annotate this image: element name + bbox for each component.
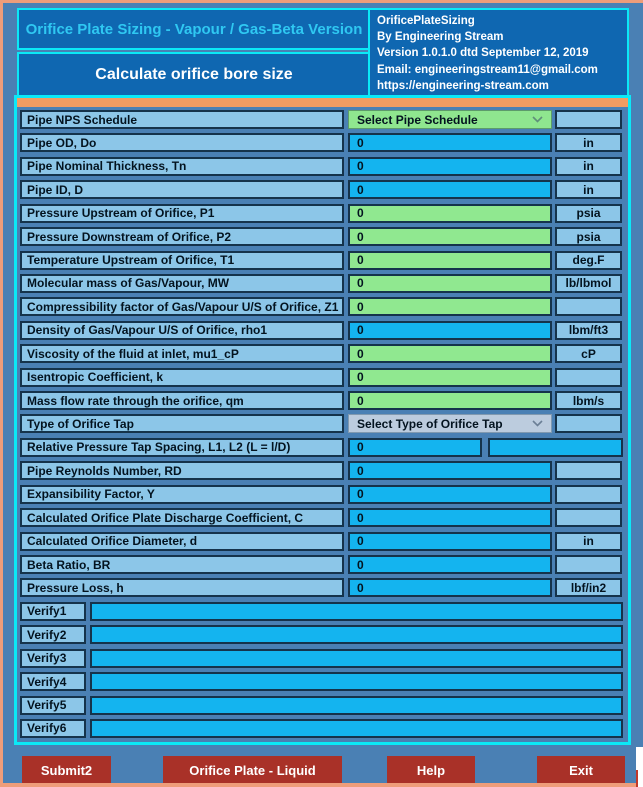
field-row-beta-ratio [17, 555, 628, 574]
unit-cell: in [555, 133, 622, 152]
unit-cell [555, 555, 622, 574]
field-row-expansibility-factor [17, 485, 628, 504]
unit-cell: in [555, 157, 622, 176]
unit-cell [555, 297, 622, 316]
field-row-viscosity [17, 344, 628, 363]
l2-input[interactable] [488, 438, 623, 457]
l1-input[interactable]: 0 [348, 438, 482, 457]
field-row-isentropic-coefficient [17, 368, 628, 387]
field-label: Isentropic Coefficient, k [20, 368, 344, 387]
unit-cell [555, 368, 622, 387]
page-title: Calculate orifice bore size [95, 65, 293, 83]
pipe-od-input[interactable]: 0 [348, 133, 552, 152]
field-row-reynolds-number [17, 461, 628, 480]
field-row-pipe-nominal-thickness [17, 157, 628, 176]
form-container [14, 95, 631, 745]
field-row-pressure-downstream [17, 227, 628, 246]
verify-row-2 [17, 625, 628, 644]
unit-cell: psia [555, 204, 622, 223]
field-row-compressibility-factor [17, 297, 628, 316]
verify5-output[interactable] [90, 696, 623, 715]
p2-input[interactable]: 0 [348, 227, 552, 246]
unit-cell: cP [555, 344, 622, 363]
verify4-output[interactable] [90, 672, 623, 691]
page-title-box [17, 52, 371, 97]
app-title: Orifice Plate Sizing - Vapour / Gas-Beta Version [25, 20, 363, 38]
field-label: Type of Orifice Tap [20, 414, 344, 433]
verify-label: Verify4 [20, 672, 86, 691]
field-label: Beta Ratio, BR [20, 555, 344, 574]
pipe-thickness-input[interactable]: 0 [348, 157, 552, 176]
field-label: Calculated Orifice Plate Discharge Coefficient, C [20, 508, 344, 527]
verify2-output[interactable] [90, 625, 623, 644]
about-version: Version 1.0.1.0 dtd September 12, 2019 [377, 47, 589, 60]
field-row-density [17, 321, 628, 340]
field-row-tap-spacing [17, 438, 628, 457]
h-output[interactable]: 0 [348, 578, 552, 597]
mw-input[interactable]: 0 [348, 274, 552, 293]
unit-cell: in [555, 180, 622, 199]
verify3-output[interactable] [90, 649, 623, 668]
qm-input[interactable]: 0 [348, 391, 552, 410]
verify-row-3 [17, 649, 628, 668]
field-label: Pipe NPS Schedule [20, 110, 344, 129]
field-row-pipe-nps-schedule [17, 110, 628, 129]
window-border-bottom [0, 783, 643, 787]
field-row-orifice-tap-type [17, 414, 628, 433]
unit-cell [555, 485, 622, 504]
verify-row-5 [17, 696, 628, 715]
help-button[interactable]: Help [387, 756, 475, 784]
window-border-left [0, 0, 3, 787]
field-label: Relative Pressure Tap Spacing, L1, L2 (L = l/D) [20, 438, 344, 457]
chevron-down-icon [532, 116, 543, 123]
verify-row-1 [17, 602, 628, 621]
field-row-orifice-diameter [17, 532, 628, 551]
br-output[interactable]: 0 [348, 555, 552, 574]
field-label: Calculated Orifice Diameter, d [20, 532, 344, 551]
field-label: Pressure Upstream of Orifice, P1 [20, 204, 344, 223]
field-row-pipe-od [17, 133, 628, 152]
about-app-name: OrificePlateSizing [377, 15, 475, 27]
exit-button[interactable]: Exit [537, 756, 625, 784]
verify-row-4 [17, 672, 628, 691]
field-label: Pressure Downstream of Orifice, P2 [20, 227, 344, 246]
unit-cell [555, 508, 622, 527]
field-label: Density of Gas/Vapour U/S of Orifice, rho1 [20, 321, 344, 340]
rd-output[interactable]: 0 [348, 461, 552, 480]
verify-label: Verify2 [20, 625, 86, 644]
unit-cell: lb/lbmol [555, 274, 622, 293]
k-input[interactable]: 0 [348, 368, 552, 387]
t1-input[interactable]: 0 [348, 251, 552, 270]
chevron-down-icon [532, 420, 543, 427]
orifice-plate-liquid-button[interactable]: Orifice Plate - Liquid [163, 756, 342, 784]
unit-cell [555, 414, 622, 433]
field-label: Pipe OD, Do [20, 133, 344, 152]
field-label: Pipe Nominal Thickness, Tn [20, 157, 344, 176]
unit-cell: psia [555, 227, 622, 246]
unit-cell: lbm/ft3 [555, 321, 622, 340]
unit-cell [555, 110, 622, 129]
verify-label: Verify1 [20, 602, 86, 621]
orange-header-bar [17, 98, 628, 107]
field-label: Mass flow rate through the orifice, qm [20, 391, 344, 410]
dropdown-selected-value: Select Type of Orifice Tap [357, 416, 503, 431]
field-row-mass-flow-rate [17, 391, 628, 410]
about-website: https://engineering-stream.com [377, 79, 549, 92]
window-border-top [0, 0, 643, 3]
field-label: Molecular mass of Gas/Vapour, MW [20, 274, 344, 293]
field-label: Pipe Reynolds Number, RD [20, 461, 344, 480]
app-title-box [17, 8, 371, 50]
field-row-pipe-id [17, 180, 628, 199]
field-row-temperature-upstream [17, 251, 628, 270]
field-label: Viscosity of the fluid at inlet, mu1_cP [20, 344, 344, 363]
field-label: Compressibility factor of Gas/Vapour U/S of Orifice, Z1 [20, 297, 344, 316]
field-row-molecular-mass [17, 274, 628, 293]
field-row-pressure-loss [17, 578, 628, 597]
verify-label: Verify5 [20, 696, 86, 715]
mu1-input[interactable]: 0 [348, 344, 552, 363]
unit-cell: deg.F [555, 251, 622, 270]
about-byline: By Engineering Stream [377, 31, 504, 44]
pipe-schedule-dropdown[interactable] [348, 110, 552, 129]
unit-cell: lbm/s [555, 391, 622, 410]
z1-input[interactable]: 0 [348, 297, 552, 316]
field-label: Temperature Upstream of Orifice, T1 [20, 251, 344, 270]
about-box [368, 8, 629, 97]
verify6-output[interactable] [90, 719, 623, 738]
orifice-tap-dropdown[interactable] [348, 414, 552, 433]
dropdown-selected-value: Select Pipe Schedule [357, 112, 478, 127]
c-output[interactable]: 0 [348, 508, 552, 527]
field-row-discharge-coefficient [17, 508, 628, 527]
verify1-output[interactable] [90, 602, 623, 621]
p1-input[interactable]: 0 [348, 204, 552, 223]
unit-cell [555, 461, 622, 480]
y-output[interactable]: 0 [348, 485, 552, 504]
background-window-red-edge [636, 770, 638, 787]
unit-cell: in [555, 532, 622, 551]
field-label: Expansibility Factor, Y [20, 485, 344, 504]
submit2-button[interactable]: Submit2 [22, 756, 111, 784]
verify-row-6 [17, 719, 628, 738]
verify-label: Verify6 [20, 719, 86, 738]
field-row-pressure-upstream [17, 204, 628, 223]
field-label: Pressure Loss, h [20, 578, 344, 597]
d-output[interactable]: 0 [348, 532, 552, 551]
pipe-id-input[interactable]: 0 [348, 180, 552, 199]
rho1-input[interactable]: 0 [348, 321, 552, 340]
field-label: Pipe ID, D [20, 180, 344, 199]
verify-label: Verify3 [20, 649, 86, 668]
about-email: Email: engineeringstream11@gmail.com [377, 63, 598, 76]
unit-cell: lbf/in2 [555, 578, 622, 597]
